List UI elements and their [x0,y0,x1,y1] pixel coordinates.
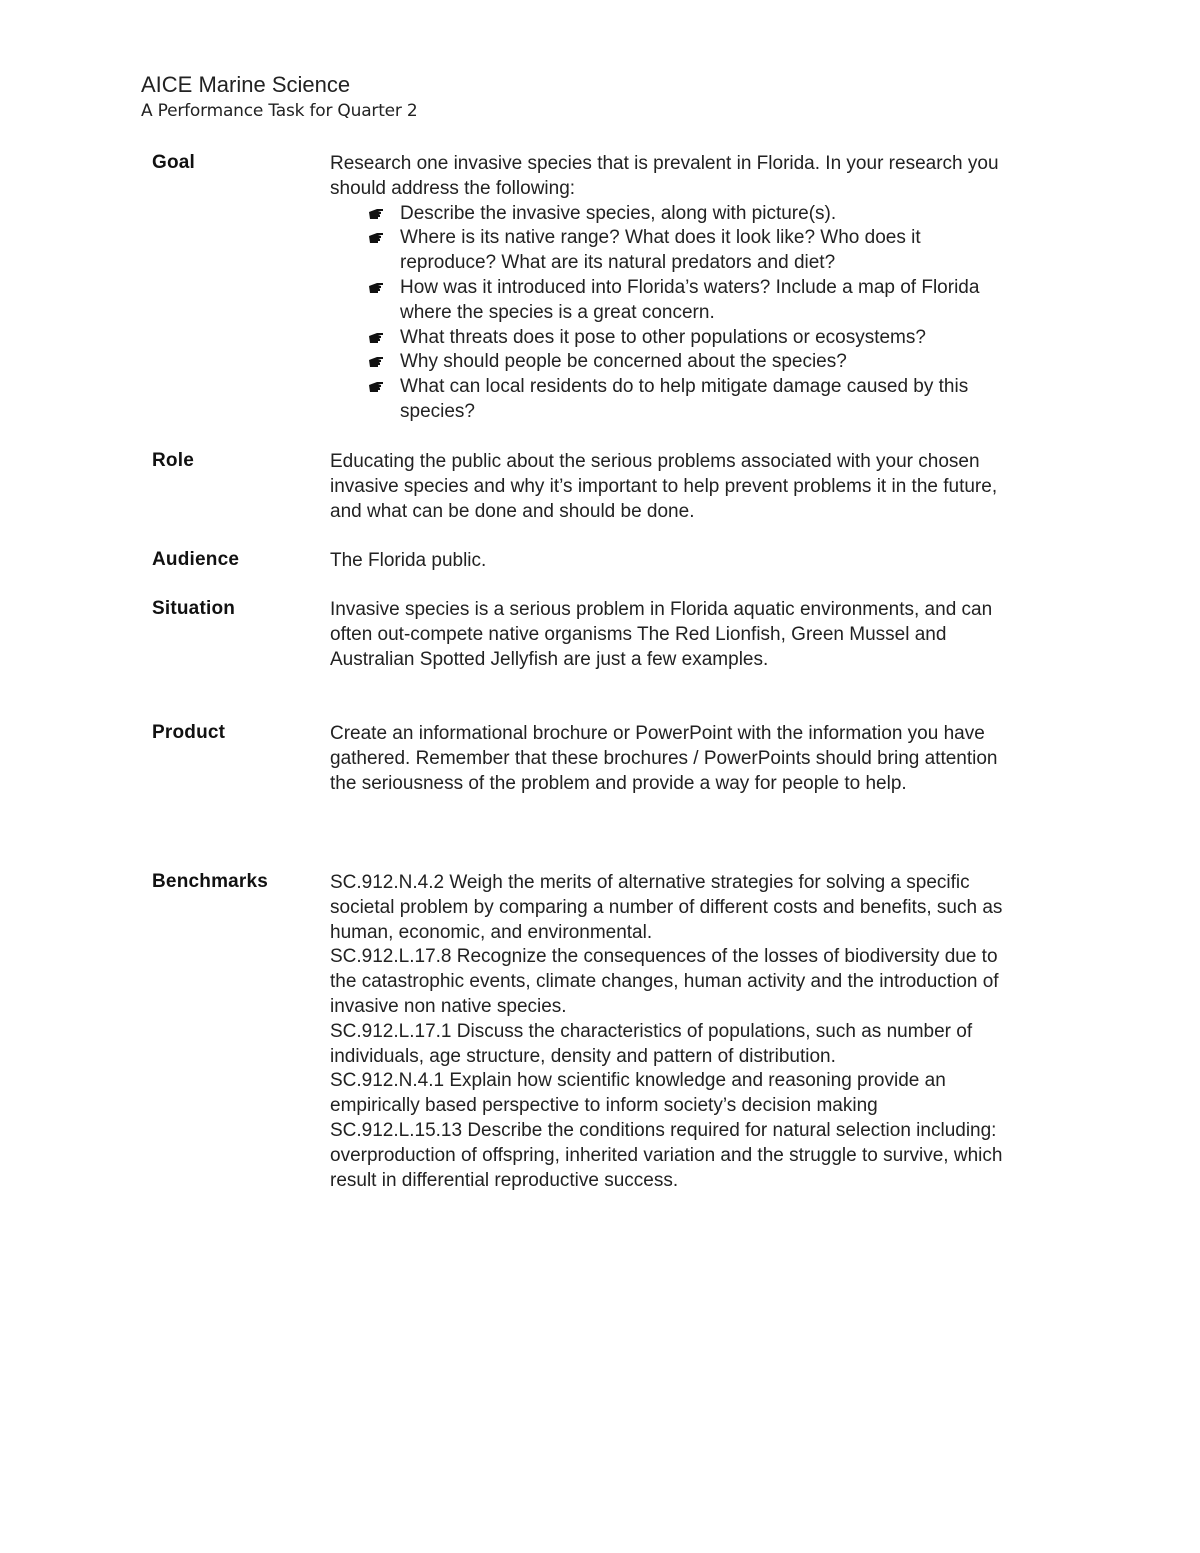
pointing-hand-icon [368,331,384,345]
pointing-hand-icon [368,355,384,369]
goal-intro: Research one invasive species that is prevalent in Florida. In your research you should address the following: [330,153,999,199]
goal-bullet-text: What threats does it pose to other populations or ecosystems? [400,326,926,348]
goal-bullet-list [330,202,1020,425]
goal-bullet-item [330,326,1020,351]
pointing-hand-icon [368,380,384,394]
goal-bullet-item [330,276,1020,326]
goal-bullet-text: Where is its native range? What does it look like? Who does it reproduce? What are its natural predators and diet? [400,227,921,274]
situation-label: Situation [152,598,236,619]
audience-text: The Florida public. [330,550,487,571]
benchmark-item: SC.912.L.15.13 Describe the conditions required for natural selection including: overproduction of offspring, inherited variation and the struggle to survive, which result in differential reproductive success. [330,1119,1003,1191]
goal-bullet-text: What can local residents do to help mitigate damage caused by this species? [400,376,969,422]
goal-bullet-item [330,226,1020,276]
product-label: Product [152,722,226,743]
benchmarks-label: Benchmarks [152,871,269,892]
goal-bullet-text: How was it introduced into Florida’s waters? Include a map of Florida where the species is a great concern. [400,276,980,323]
benchmark-item: SC.912.L.17.1 Discuss the characteristics of populations, such as number of individuals, age structure, density and pattern of distribution. [330,1020,973,1067]
goal-content [330,152,1020,425]
goal-bullet-item [330,375,1020,425]
pointing-hand-icon [368,231,384,245]
pointing-hand-icon [368,207,384,221]
role-text: Educating the public about the serious problems associated with your chosen invasive species and why it’s important to help prevent problems it in the future, and what can be done and should be done. [330,451,998,522]
situation-text: Invasive species is a serious problem in Florida aquatic environments, and can often out-compete native organisms The Red Lionfish, Green Mussel and Australian Spotted Jellyfish are just a few examples. [330,599,993,670]
goal-bullet-text: Why should people be concerned about the species? [400,351,847,373]
benchmark-item: SC.912.L.17.8 Recognize the consequences of the losses of biodiversity due to the catastrophic events, climate changes, human activity and the introduction of invasive non native species. [330,946,999,1017]
benchmarks-content [330,871,1020,1193]
product-text: Create an informational brochure or PowerPoint with the information you have gathered. Remember that these brochures / PowerPoints should bring attention the seriousness of the problem and provide a way for people to help. [330,723,998,794]
benchmark-item: SC.912.N.4.2 Weigh the merits of alternative strategies for solving a specific societal problem by comparing a number of different costs and benefits, such as human, economic, and environmental. [330,872,1003,943]
goal-bullet-item [330,202,1020,227]
document-subtitle: A Performance Task for Quarter 2 [141,101,418,121]
goal-bullet-text: Describe the invasive species, along with picture(s). [400,202,837,224]
document-title: AICE Marine Science [141,72,351,97]
benchmark-item: SC.912.N.4.1 Explain how scientific knowledge and reasoning provide an empirically based perspective to inform society’s decision making [330,1070,946,1117]
audience-label: Audience [152,549,240,570]
goal-label: Goal [152,152,196,173]
goal-bullet-item [330,350,1020,375]
pointing-hand-icon [368,281,384,295]
role-label: Role [152,450,194,471]
